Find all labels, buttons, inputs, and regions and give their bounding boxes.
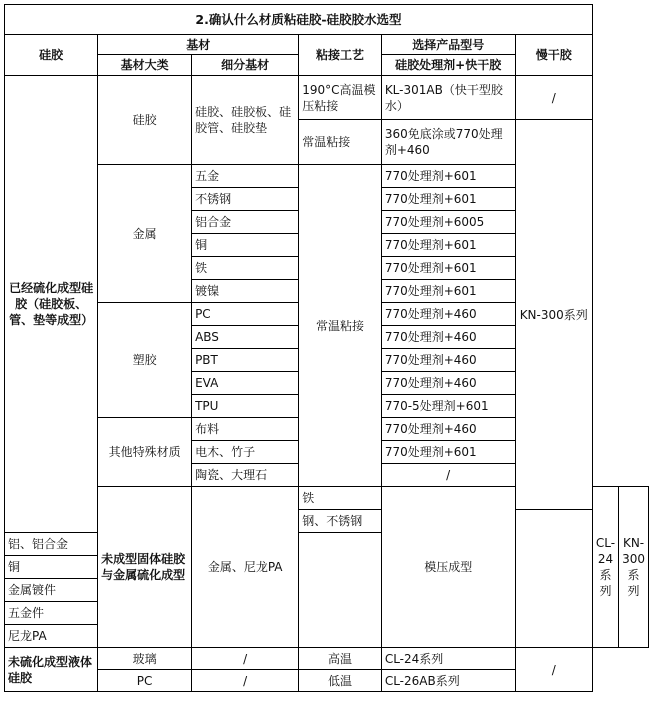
product-model: 770-5处理剂+601 [381, 395, 515, 418]
adhesive-selection-table [4, 4, 649, 692]
category-metal-nylon: 金属、尼龙PA [192, 487, 299, 648]
process-high-temp: 高温 [299, 648, 382, 670]
category-metal: 金属 [98, 165, 192, 303]
sub-material: EVA [192, 372, 299, 395]
sub-material: 铜 [5, 556, 98, 579]
header-bonding-process: 粘接工艺 [299, 35, 382, 76]
product-model: 770处理剂+460 [381, 418, 515, 441]
header-category: 基材大类 [98, 55, 192, 76]
sub-material: 铁 [299, 487, 382, 510]
sub-material: PC [192, 303, 299, 326]
category-special: 其他特殊材质 [98, 418, 192, 487]
product-model: 770处理剂+601 [381, 280, 515, 303]
sub-material: 钢、不锈钢 [299, 510, 382, 533]
header-model-sub: 硅胶处理剂+快干胶 [381, 55, 515, 76]
slow-dry-none-2: / [515, 648, 592, 692]
sub-material: 尼龙PA [5, 625, 98, 648]
process-low-temp: 低温 [299, 670, 382, 692]
sub-silicone: 硅胶、硅胶板、硅胶管、硅胶垫 [192, 76, 299, 165]
table-row [5, 648, 649, 670]
sub-material: 铜 [192, 234, 299, 257]
model-kl-301ab: KL-301AB（快干型胶水） [381, 76, 515, 120]
process-compression-molding: 模压成型 [381, 487, 515, 648]
sub-material: PBT [192, 349, 299, 372]
sub-material: 陶瓷、大理石 [192, 464, 299, 487]
model-cl-24: CL-24系列 [592, 487, 618, 648]
product-model: 770处理剂+601 [381, 441, 515, 464]
product-model: 770处理剂+460 [381, 303, 515, 326]
sub-material: 铝合金 [192, 211, 299, 234]
product-model: 770处理剂+601 [381, 257, 515, 280]
sub-material: / [192, 648, 299, 670]
category-pc: PC [98, 670, 192, 692]
process-room-temp: 常温粘接 [299, 120, 382, 165]
category-silicone: 硅胶 [98, 76, 192, 165]
sub-material: 电木、竹子 [192, 441, 299, 464]
header-select-model: 选择产品型号 [381, 35, 515, 55]
product-model: CL-26AB系列 [381, 670, 515, 692]
product-model: 770处理剂+601 [381, 165, 515, 188]
slow-dry-kn300-2: KN-300系列 [619, 487, 649, 648]
slow-dry-none: / [515, 76, 592, 120]
sub-material: 不锈钢 [192, 188, 299, 211]
process-room-temp-bonding: 常温粘接 [299, 165, 382, 487]
product-model: 770处理剂+601 [381, 234, 515, 257]
sub-material: ABS [192, 326, 299, 349]
sub-material: 金属镀件 [5, 579, 98, 602]
sub-material: 五金件 [5, 602, 98, 625]
product-model: 770处理剂+460 [381, 372, 515, 395]
model-360-or-770: 360免底涂或770处理剂+460 [381, 120, 515, 165]
silicone-type-liquid-uncured: 未硫化成型液体硅胶 [5, 648, 98, 692]
header-slow-dry: 慢干胶 [515, 35, 592, 76]
table-title: 2.确认什么材质粘硅胶-硅胶胶水选型 [5, 5, 593, 35]
sub-material: TPU [192, 395, 299, 418]
sub-material: 布料 [192, 418, 299, 441]
sub-material: 铁 [192, 257, 299, 280]
product-model: 770处理剂+460 [381, 349, 515, 372]
product-model: / [381, 464, 515, 487]
sub-material: 五金 [192, 165, 299, 188]
sub-material: / [192, 670, 299, 692]
silicone-type-solid-uncured: 未成型固体硅胶与金属硫化成型 [98, 487, 192, 648]
header-sub-material: 细分基材 [192, 55, 299, 76]
sub-material: 镀镍 [192, 280, 299, 303]
product-model: CL-24系列 [381, 648, 515, 670]
category-plastic: 塑胶 [98, 303, 192, 418]
process-hot-molding: 190°C高温模压粘接 [299, 76, 382, 120]
sub-material: 铝、铝合金 [5, 533, 98, 556]
product-model: 770处理剂+460 [381, 326, 515, 349]
slow-dry-kn300: KN-300系列 [515, 120, 592, 510]
product-model: 770处理剂+601 [381, 188, 515, 211]
header-substrate: 基材 [98, 35, 299, 55]
category-glass: 玻璃 [98, 648, 192, 670]
header-silicone: 硅胶 [5, 35, 98, 76]
product-model: 770处理剂+6005 [381, 211, 515, 234]
silicone-type-cured: 已经硫化成型硅胶（硅胶板、管、垫等成型） [5, 76, 98, 533]
